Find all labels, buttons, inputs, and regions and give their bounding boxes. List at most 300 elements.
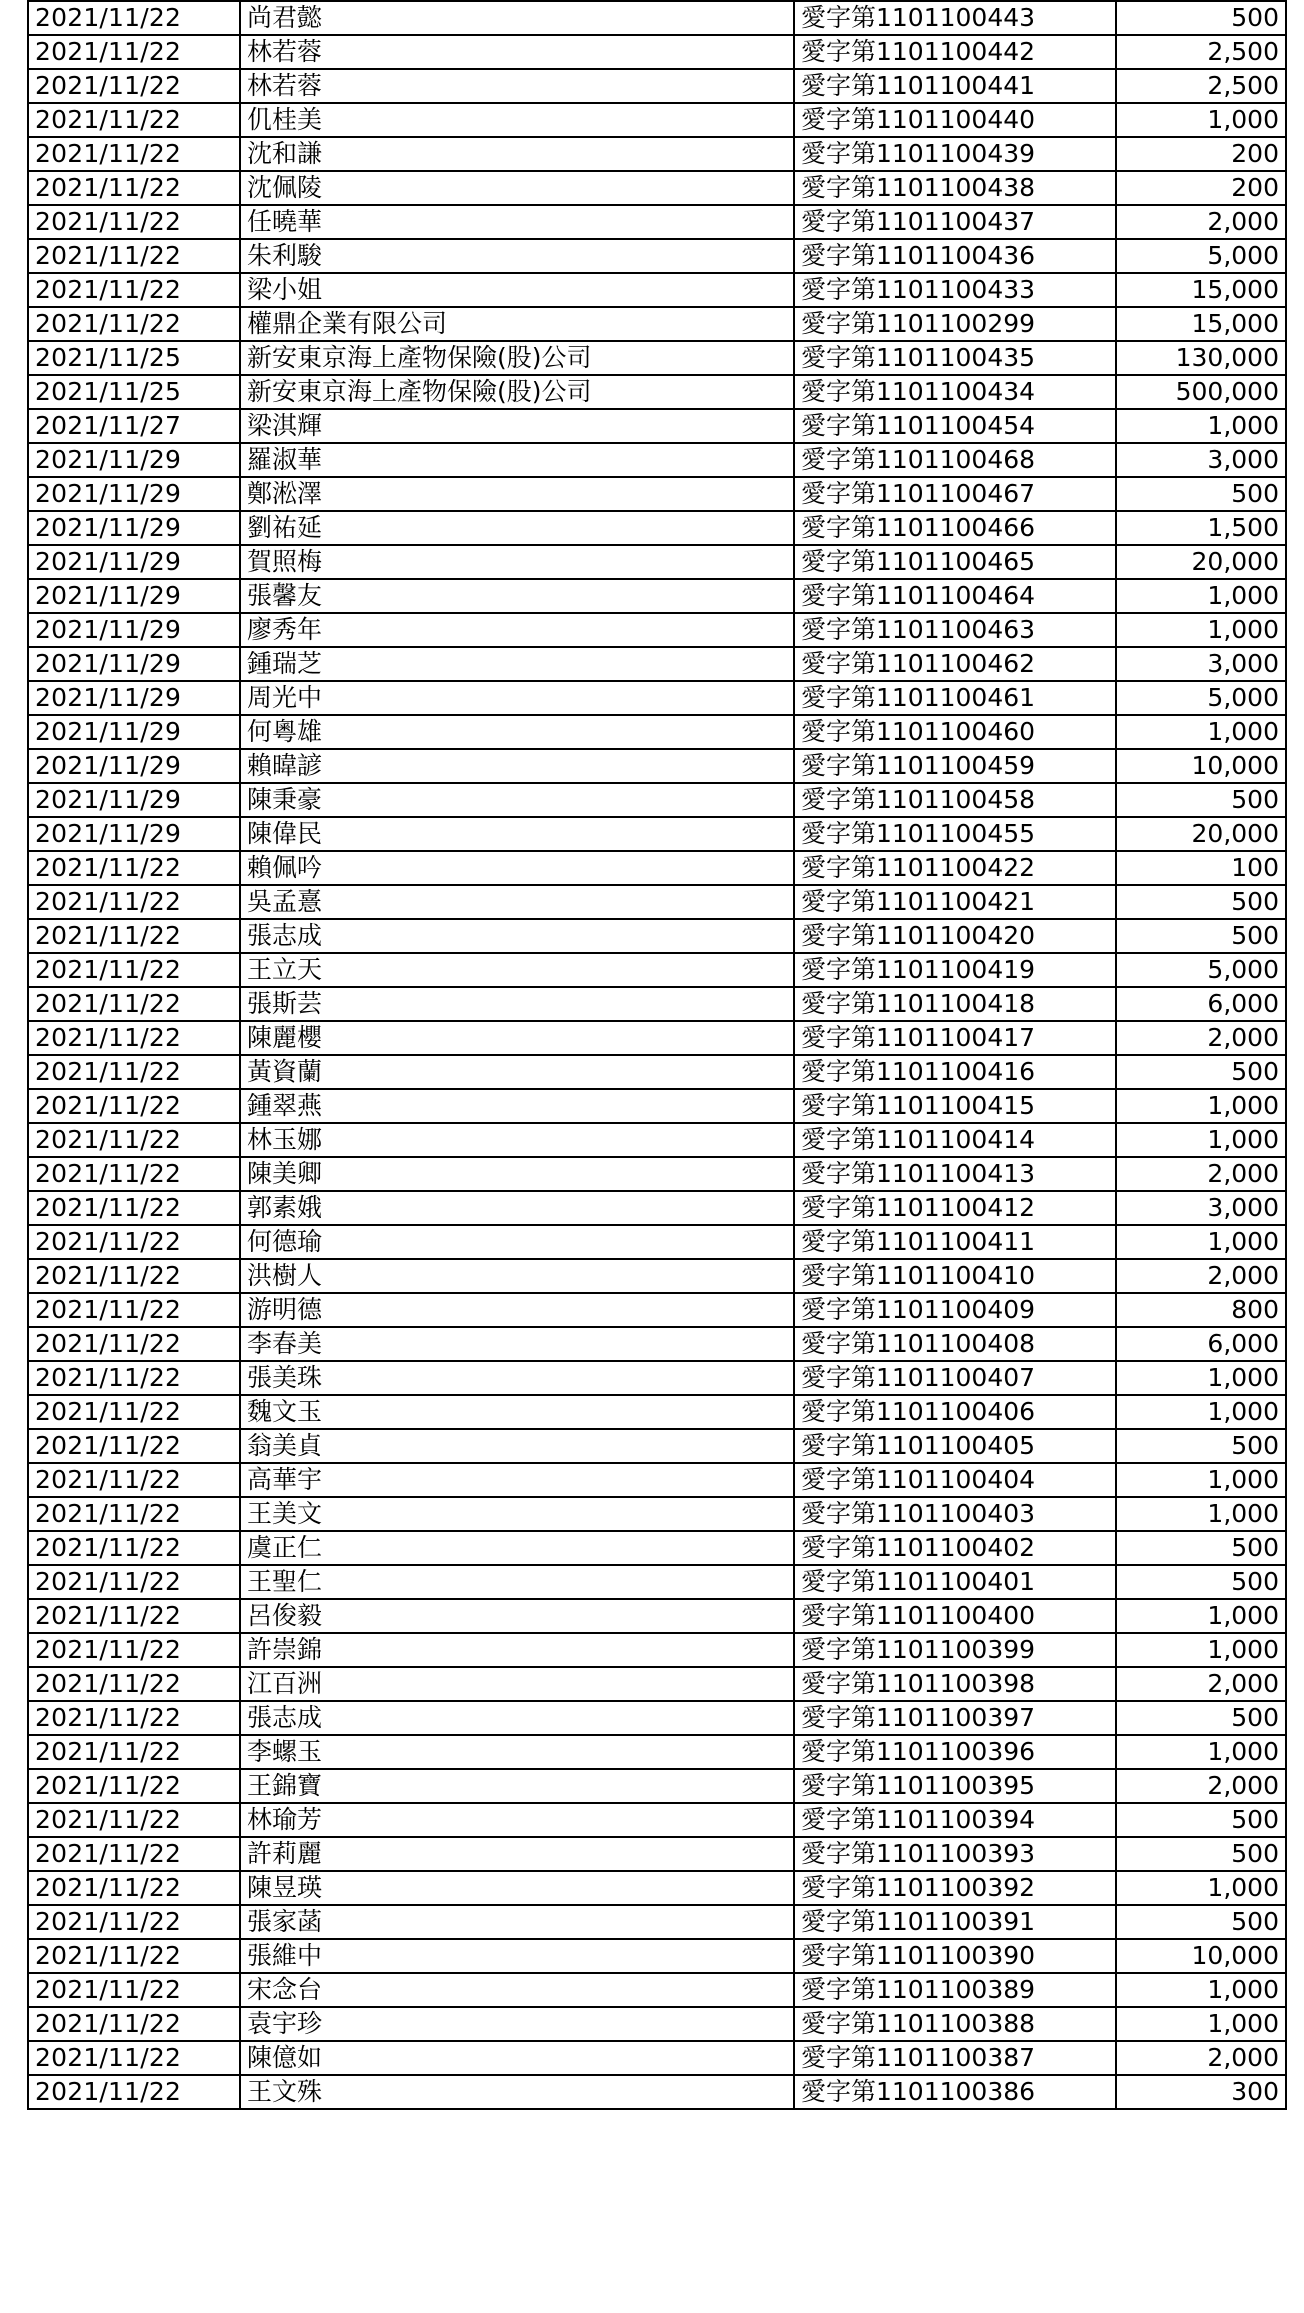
receipt-number-cell: 愛字第1101100433	[794, 273, 1116, 307]
date-cell: 2021/11/22	[28, 1871, 240, 1905]
receipt-number-cell: 愛字第1101100404	[794, 1463, 1116, 1497]
donor-name-cell: 林若蓉	[240, 69, 794, 103]
table-row	[28, 1837, 1286, 1871]
date-cell: 2021/11/22	[28, 69, 240, 103]
amount-cell: 20,000	[1116, 817, 1286, 851]
receipt-number-cell: 愛字第1101100413	[794, 1157, 1116, 1191]
table-row	[28, 1905, 1286, 1939]
table-row	[28, 817, 1286, 851]
date-cell: 2021/11/22	[28, 987, 240, 1021]
table-row	[28, 1157, 1286, 1191]
receipt-number-cell: 愛字第1101100437	[794, 205, 1116, 239]
date-cell: 2021/11/22	[28, 103, 240, 137]
receipt-number-cell: 愛字第1101100420	[794, 919, 1116, 953]
amount-cell: 1,000	[1116, 1735, 1286, 1769]
receipt-number-cell: 愛字第1101100397	[794, 1701, 1116, 1735]
receipt-number-cell: 愛字第1101100419	[794, 953, 1116, 987]
table-row	[28, 1327, 1286, 1361]
date-cell: 2021/11/22	[28, 1633, 240, 1667]
amount-cell: 300	[1116, 2075, 1286, 2109]
donor-name-cell: 許崇錦	[240, 1633, 794, 1667]
donor-name-cell: 張維中	[240, 1939, 794, 1973]
receipt-number-cell: 愛字第1101100388	[794, 2007, 1116, 2041]
donor-name-cell: 王美文	[240, 1497, 794, 1531]
table-row	[28, 443, 1286, 477]
donor-name-cell: 林若蓉	[240, 35, 794, 69]
receipt-number-cell: 愛字第1101100406	[794, 1395, 1116, 1429]
table-row	[28, 1565, 1286, 1599]
date-cell: 2021/11/22	[28, 1395, 240, 1429]
table-row	[28, 1667, 1286, 1701]
donor-name-cell: 任曉華	[240, 205, 794, 239]
receipt-number-cell: 愛字第1101100392	[794, 1871, 1116, 1905]
receipt-number-cell: 愛字第1101100403	[794, 1497, 1116, 1531]
donor-name-cell: 廖秀年	[240, 613, 794, 647]
date-cell: 2021/11/22	[28, 137, 240, 171]
donor-name-cell: 何粵雄	[240, 715, 794, 749]
donor-name-cell: 郭素娥	[240, 1191, 794, 1225]
receipt-number-cell: 愛字第1101100467	[794, 477, 1116, 511]
amount-cell: 1,000	[1116, 1497, 1286, 1531]
donor-name-cell: 沈佩陵	[240, 171, 794, 205]
table-row	[28, 1463, 1286, 1497]
amount-cell: 1,000	[1116, 715, 1286, 749]
amount-cell: 2,000	[1116, 2041, 1286, 2075]
amount-cell: 500	[1116, 1803, 1286, 1837]
donor-name-cell: 張志成	[240, 919, 794, 953]
receipt-number-cell: 愛字第1101100463	[794, 613, 1116, 647]
donor-name-cell: 仉桂美	[240, 103, 794, 137]
receipt-number-cell: 愛字第1101100411	[794, 1225, 1116, 1259]
date-cell: 2021/11/22	[28, 239, 240, 273]
amount-cell: 500	[1116, 1, 1286, 35]
amount-cell: 1,000	[1116, 1463, 1286, 1497]
date-cell: 2021/11/22	[28, 35, 240, 69]
receipt-number-cell: 愛字第1101100414	[794, 1123, 1116, 1157]
receipt-number-cell: 愛字第1101100391	[794, 1905, 1116, 1939]
donation-table-body	[28, 1, 1286, 2109]
donor-name-cell: 虞正仁	[240, 1531, 794, 1565]
table-row	[28, 307, 1286, 341]
donor-name-cell: 新安東京海上產物保險(股)公司	[240, 341, 794, 375]
table-row	[28, 1293, 1286, 1327]
amount-cell: 2,000	[1116, 1157, 1286, 1191]
receipt-number-cell: 愛字第1101100395	[794, 1769, 1116, 1803]
donor-name-cell: 賴佩吟	[240, 851, 794, 885]
date-cell: 2021/11/29	[28, 545, 240, 579]
table-row	[28, 545, 1286, 579]
date-cell: 2021/11/22	[28, 1, 240, 35]
donor-name-cell: 沈和謙	[240, 137, 794, 171]
amount-cell: 200	[1116, 171, 1286, 205]
date-cell: 2021/11/22	[28, 1361, 240, 1395]
amount-cell: 500	[1116, 919, 1286, 953]
date-cell: 2021/11/25	[28, 375, 240, 409]
receipt-number-cell: 愛字第1101100393	[794, 1837, 1116, 1871]
receipt-number-cell: 愛字第1101100394	[794, 1803, 1116, 1837]
receipt-number-cell: 愛字第1101100398	[794, 1667, 1116, 1701]
amount-cell: 500	[1116, 1429, 1286, 1463]
amount-cell: 3,000	[1116, 647, 1286, 681]
amount-cell: 10,000	[1116, 749, 1286, 783]
receipt-number-cell: 愛字第1101100299	[794, 307, 1116, 341]
amount-cell: 500	[1116, 1701, 1286, 1735]
receipt-number-cell: 愛字第1101100465	[794, 545, 1116, 579]
receipt-number-cell: 愛字第1101100466	[794, 511, 1116, 545]
table-row	[28, 1055, 1286, 1089]
table-row	[28, 919, 1286, 953]
date-cell: 2021/11/22	[28, 1599, 240, 1633]
receipt-number-cell: 愛字第1101100400	[794, 1599, 1116, 1633]
amount-cell: 200	[1116, 137, 1286, 171]
amount-cell: 500	[1116, 1531, 1286, 1565]
amount-cell: 2,000	[1116, 1667, 1286, 1701]
receipt-number-cell: 愛字第1101100417	[794, 1021, 1116, 1055]
date-cell: 2021/11/22	[28, 273, 240, 307]
table-row	[28, 103, 1286, 137]
date-cell: 2021/11/22	[28, 1803, 240, 1837]
date-cell: 2021/11/29	[28, 647, 240, 681]
date-cell: 2021/11/29	[28, 477, 240, 511]
table-row	[28, 1803, 1286, 1837]
table-row	[28, 137, 1286, 171]
date-cell: 2021/11/22	[28, 1497, 240, 1531]
table-row	[28, 1735, 1286, 1769]
amount-cell: 130,000	[1116, 341, 1286, 375]
amount-cell: 100	[1116, 851, 1286, 885]
amount-cell: 2,000	[1116, 1259, 1286, 1293]
table-row	[28, 1395, 1286, 1429]
receipt-number-cell: 愛字第1101100402	[794, 1531, 1116, 1565]
date-cell: 2021/11/22	[28, 2075, 240, 2109]
date-cell: 2021/11/22	[28, 205, 240, 239]
date-cell: 2021/11/22	[28, 1531, 240, 1565]
table-row	[28, 1123, 1286, 1157]
amount-cell: 1,000	[1116, 1599, 1286, 1633]
amount-cell: 15,000	[1116, 273, 1286, 307]
table-row	[28, 409, 1286, 443]
donor-name-cell: 呂俊毅	[240, 1599, 794, 1633]
amount-cell: 500	[1116, 1055, 1286, 1089]
donor-name-cell: 王立天	[240, 953, 794, 987]
amount-cell: 500	[1116, 783, 1286, 817]
date-cell: 2021/11/22	[28, 1089, 240, 1123]
date-cell: 2021/11/22	[28, 1667, 240, 1701]
amount-cell: 1,000	[1116, 1973, 1286, 2007]
donor-name-cell: 魏文玉	[240, 1395, 794, 1429]
receipt-number-cell: 愛字第1101100412	[794, 1191, 1116, 1225]
donor-name-cell: 王文殊	[240, 2075, 794, 2109]
date-cell: 2021/11/22	[28, 1123, 240, 1157]
donor-name-cell: 賴暐諺	[240, 749, 794, 783]
table-row	[28, 35, 1286, 69]
table-row	[28, 477, 1286, 511]
amount-cell: 2,500	[1116, 69, 1286, 103]
table-row	[28, 613, 1286, 647]
donor-name-cell: 新安東京海上產物保險(股)公司	[240, 375, 794, 409]
date-cell: 2021/11/22	[28, 1191, 240, 1225]
donor-name-cell: 王錦寶	[240, 1769, 794, 1803]
donor-name-cell: 陳億如	[240, 2041, 794, 2075]
table-row	[28, 851, 1286, 885]
donation-ledger	[27, 0, 1285, 2110]
amount-cell: 5,000	[1116, 681, 1286, 715]
donor-name-cell: 劉祐延	[240, 511, 794, 545]
donor-name-cell: 林玉娜	[240, 1123, 794, 1157]
amount-cell: 1,000	[1116, 1123, 1286, 1157]
receipt-number-cell: 愛字第1101100410	[794, 1259, 1116, 1293]
receipt-number-cell: 愛字第1101100468	[794, 443, 1116, 477]
donor-name-cell: 周光中	[240, 681, 794, 715]
donor-name-cell: 陳秉豪	[240, 783, 794, 817]
donor-name-cell: 陳偉民	[240, 817, 794, 851]
amount-cell: 2,000	[1116, 205, 1286, 239]
receipt-number-cell: 愛字第1101100454	[794, 409, 1116, 443]
donor-name-cell: 陳美卿	[240, 1157, 794, 1191]
table-row	[28, 1769, 1286, 1803]
receipt-number-cell: 愛字第1101100401	[794, 1565, 1116, 1599]
date-cell: 2021/11/22	[28, 953, 240, 987]
date-cell: 2021/11/29	[28, 783, 240, 817]
table-row	[28, 1973, 1286, 2007]
donor-name-cell: 朱利駿	[240, 239, 794, 273]
table-row	[28, 1701, 1286, 1735]
date-cell: 2021/11/22	[28, 919, 240, 953]
receipt-number-cell: 愛字第1101100418	[794, 987, 1116, 1021]
table-row	[28, 1599, 1286, 1633]
receipt-number-cell: 愛字第1101100408	[794, 1327, 1116, 1361]
date-cell: 2021/11/22	[28, 1463, 240, 1497]
receipt-number-cell: 愛字第1101100460	[794, 715, 1116, 749]
table-row	[28, 2041, 1286, 2075]
date-cell: 2021/11/22	[28, 1259, 240, 1293]
amount-cell: 6,000	[1116, 1327, 1286, 1361]
table-row	[28, 511, 1286, 545]
donor-name-cell: 張志成	[240, 1701, 794, 1735]
table-row	[28, 1871, 1286, 1905]
amount-cell: 1,000	[1116, 1361, 1286, 1395]
receipt-number-cell: 愛字第1101100438	[794, 171, 1116, 205]
date-cell: 2021/11/29	[28, 579, 240, 613]
amount-cell: 2,000	[1116, 1021, 1286, 1055]
donor-name-cell: 王聖仁	[240, 1565, 794, 1599]
amount-cell: 10,000	[1116, 1939, 1286, 1973]
donor-name-cell: 鍾瑞芝	[240, 647, 794, 681]
receipt-number-cell: 愛字第1101100409	[794, 1293, 1116, 1327]
amount-cell: 1,000	[1116, 103, 1286, 137]
table-row	[28, 2007, 1286, 2041]
amount-cell: 2,000	[1116, 1769, 1286, 1803]
date-cell: 2021/11/22	[28, 1021, 240, 1055]
amount-cell: 500,000	[1116, 375, 1286, 409]
table-row	[28, 171, 1286, 205]
date-cell: 2021/11/29	[28, 749, 240, 783]
donor-name-cell: 黃資蘭	[240, 1055, 794, 1089]
table-row	[28, 1191, 1286, 1225]
donor-name-cell: 吳孟憙	[240, 885, 794, 919]
table-row	[28, 987, 1286, 1021]
table-row	[28, 1361, 1286, 1395]
amount-cell: 1,000	[1116, 1089, 1286, 1123]
table-row	[28, 1633, 1286, 1667]
donor-name-cell: 翁美貞	[240, 1429, 794, 1463]
date-cell: 2021/11/22	[28, 1293, 240, 1327]
table-row	[28, 647, 1286, 681]
date-cell: 2021/11/27	[28, 409, 240, 443]
donor-name-cell: 陳麗櫻	[240, 1021, 794, 1055]
date-cell: 2021/11/22	[28, 1565, 240, 1599]
amount-cell: 15,000	[1116, 307, 1286, 341]
amount-cell: 1,000	[1116, 1225, 1286, 1259]
amount-cell: 1,000	[1116, 2007, 1286, 2041]
date-cell: 2021/11/29	[28, 817, 240, 851]
table-row	[28, 953, 1286, 987]
date-cell: 2021/11/22	[28, 1939, 240, 1973]
date-cell: 2021/11/22	[28, 1769, 240, 1803]
date-cell: 2021/11/29	[28, 681, 240, 715]
amount-cell: 500	[1116, 885, 1286, 919]
date-cell: 2021/11/22	[28, 1905, 240, 1939]
amount-cell: 3,000	[1116, 1191, 1286, 1225]
receipt-number-cell: 愛字第1101100390	[794, 1939, 1116, 1973]
table-row	[28, 579, 1286, 613]
amount-cell: 1,000	[1116, 579, 1286, 613]
amount-cell: 500	[1116, 1905, 1286, 1939]
table-row	[28, 205, 1286, 239]
donor-name-cell: 鄭淞澤	[240, 477, 794, 511]
amount-cell: 5,000	[1116, 239, 1286, 273]
amount-cell: 500	[1116, 477, 1286, 511]
amount-cell: 800	[1116, 1293, 1286, 1327]
date-cell: 2021/11/22	[28, 885, 240, 919]
donor-name-cell: 張家菡	[240, 1905, 794, 1939]
donor-name-cell: 洪樹人	[240, 1259, 794, 1293]
receipt-number-cell: 愛字第1101100416	[794, 1055, 1116, 1089]
receipt-number-cell: 愛字第1101100422	[794, 851, 1116, 885]
amount-cell: 1,500	[1116, 511, 1286, 545]
table-row	[28, 1021, 1286, 1055]
receipt-number-cell: 愛字第1101100389	[794, 1973, 1116, 2007]
receipt-number-cell: 愛字第1101100458	[794, 783, 1116, 817]
amount-cell: 6,000	[1116, 987, 1286, 1021]
donor-name-cell: 陳昱瑛	[240, 1871, 794, 1905]
donor-name-cell: 李螺玉	[240, 1735, 794, 1769]
amount-cell: 1,000	[1116, 613, 1286, 647]
table-row	[28, 1225, 1286, 1259]
table-row	[28, 1089, 1286, 1123]
receipt-number-cell: 愛字第1101100439	[794, 137, 1116, 171]
amount-cell: 1,000	[1116, 1395, 1286, 1429]
date-cell: 2021/11/22	[28, 1837, 240, 1871]
amount-cell: 500	[1116, 1837, 1286, 1871]
donor-name-cell: 賀照梅	[240, 545, 794, 579]
table-row	[28, 885, 1286, 919]
donor-name-cell: 梁淇輝	[240, 409, 794, 443]
date-cell: 2021/11/22	[28, 1429, 240, 1463]
donor-name-cell: 張馨友	[240, 579, 794, 613]
date-cell: 2021/11/22	[28, 1225, 240, 1259]
table-row	[28, 273, 1286, 307]
amount-cell: 3,000	[1116, 443, 1286, 477]
amount-cell: 1,000	[1116, 409, 1286, 443]
donor-name-cell: 宋念台	[240, 1973, 794, 2007]
date-cell: 2021/11/29	[28, 443, 240, 477]
table-row	[28, 1497, 1286, 1531]
donor-name-cell: 高華宇	[240, 1463, 794, 1497]
donor-name-cell: 張斯芸	[240, 987, 794, 1021]
donor-name-cell: 袁宇珍	[240, 2007, 794, 2041]
table-row	[28, 2075, 1286, 2109]
receipt-number-cell: 愛字第1101100405	[794, 1429, 1116, 1463]
donation-table	[27, 0, 1287, 2110]
receipt-number-cell: 愛字第1101100464	[794, 579, 1116, 613]
receipt-number-cell: 愛字第1101100396	[794, 1735, 1116, 1769]
receipt-number-cell: 愛字第1101100459	[794, 749, 1116, 783]
date-cell: 2021/11/29	[28, 511, 240, 545]
donor-name-cell: 江百洲	[240, 1667, 794, 1701]
amount-cell: 1,000	[1116, 1871, 1286, 1905]
table-row	[28, 783, 1286, 817]
table-row	[28, 749, 1286, 783]
table-row	[28, 1531, 1286, 1565]
amount-cell: 500	[1116, 1565, 1286, 1599]
table-row	[28, 715, 1286, 749]
receipt-number-cell: 愛字第1101100440	[794, 103, 1116, 137]
receipt-number-cell: 愛字第1101100443	[794, 1, 1116, 35]
donor-name-cell: 李春美	[240, 1327, 794, 1361]
receipt-number-cell: 愛字第1101100441	[794, 69, 1116, 103]
date-cell: 2021/11/22	[28, 1701, 240, 1735]
receipt-number-cell: 愛字第1101100407	[794, 1361, 1116, 1395]
date-cell: 2021/11/29	[28, 613, 240, 647]
date-cell: 2021/11/22	[28, 2007, 240, 2041]
donor-name-cell: 張美珠	[240, 1361, 794, 1395]
receipt-number-cell: 愛字第1101100442	[794, 35, 1116, 69]
date-cell: 2021/11/22	[28, 171, 240, 205]
amount-cell: 5,000	[1116, 953, 1286, 987]
receipt-number-cell: 愛字第1101100421	[794, 885, 1116, 919]
donor-name-cell: 鍾翠燕	[240, 1089, 794, 1123]
receipt-number-cell: 愛字第1101100399	[794, 1633, 1116, 1667]
date-cell: 2021/11/29	[28, 715, 240, 749]
table-row	[28, 1, 1286, 35]
receipt-number-cell: 愛字第1101100415	[794, 1089, 1116, 1123]
donor-name-cell: 林瑜芳	[240, 1803, 794, 1837]
receipt-number-cell: 愛字第1101100386	[794, 2075, 1116, 2109]
receipt-number-cell: 愛字第1101100461	[794, 681, 1116, 715]
amount-cell: 20,000	[1116, 545, 1286, 579]
donor-name-cell: 權鼎企業有限公司	[240, 307, 794, 341]
table-row	[28, 1939, 1286, 1973]
donor-name-cell: 羅淑華	[240, 443, 794, 477]
donor-name-cell: 梁小姐	[240, 273, 794, 307]
table-row	[28, 69, 1286, 103]
table-row	[28, 375, 1286, 409]
donor-name-cell: 何德瑜	[240, 1225, 794, 1259]
date-cell: 2021/11/25	[28, 341, 240, 375]
table-row	[28, 341, 1286, 375]
date-cell: 2021/11/22	[28, 1735, 240, 1769]
date-cell: 2021/11/22	[28, 1055, 240, 1089]
date-cell: 2021/11/22	[28, 851, 240, 885]
donor-name-cell: 游明德	[240, 1293, 794, 1327]
table-row	[28, 681, 1286, 715]
date-cell: 2021/11/22	[28, 307, 240, 341]
amount-cell: 2,500	[1116, 35, 1286, 69]
date-cell: 2021/11/22	[28, 1327, 240, 1361]
receipt-number-cell: 愛字第1101100435	[794, 341, 1116, 375]
receipt-number-cell: 愛字第1101100387	[794, 2041, 1116, 2075]
